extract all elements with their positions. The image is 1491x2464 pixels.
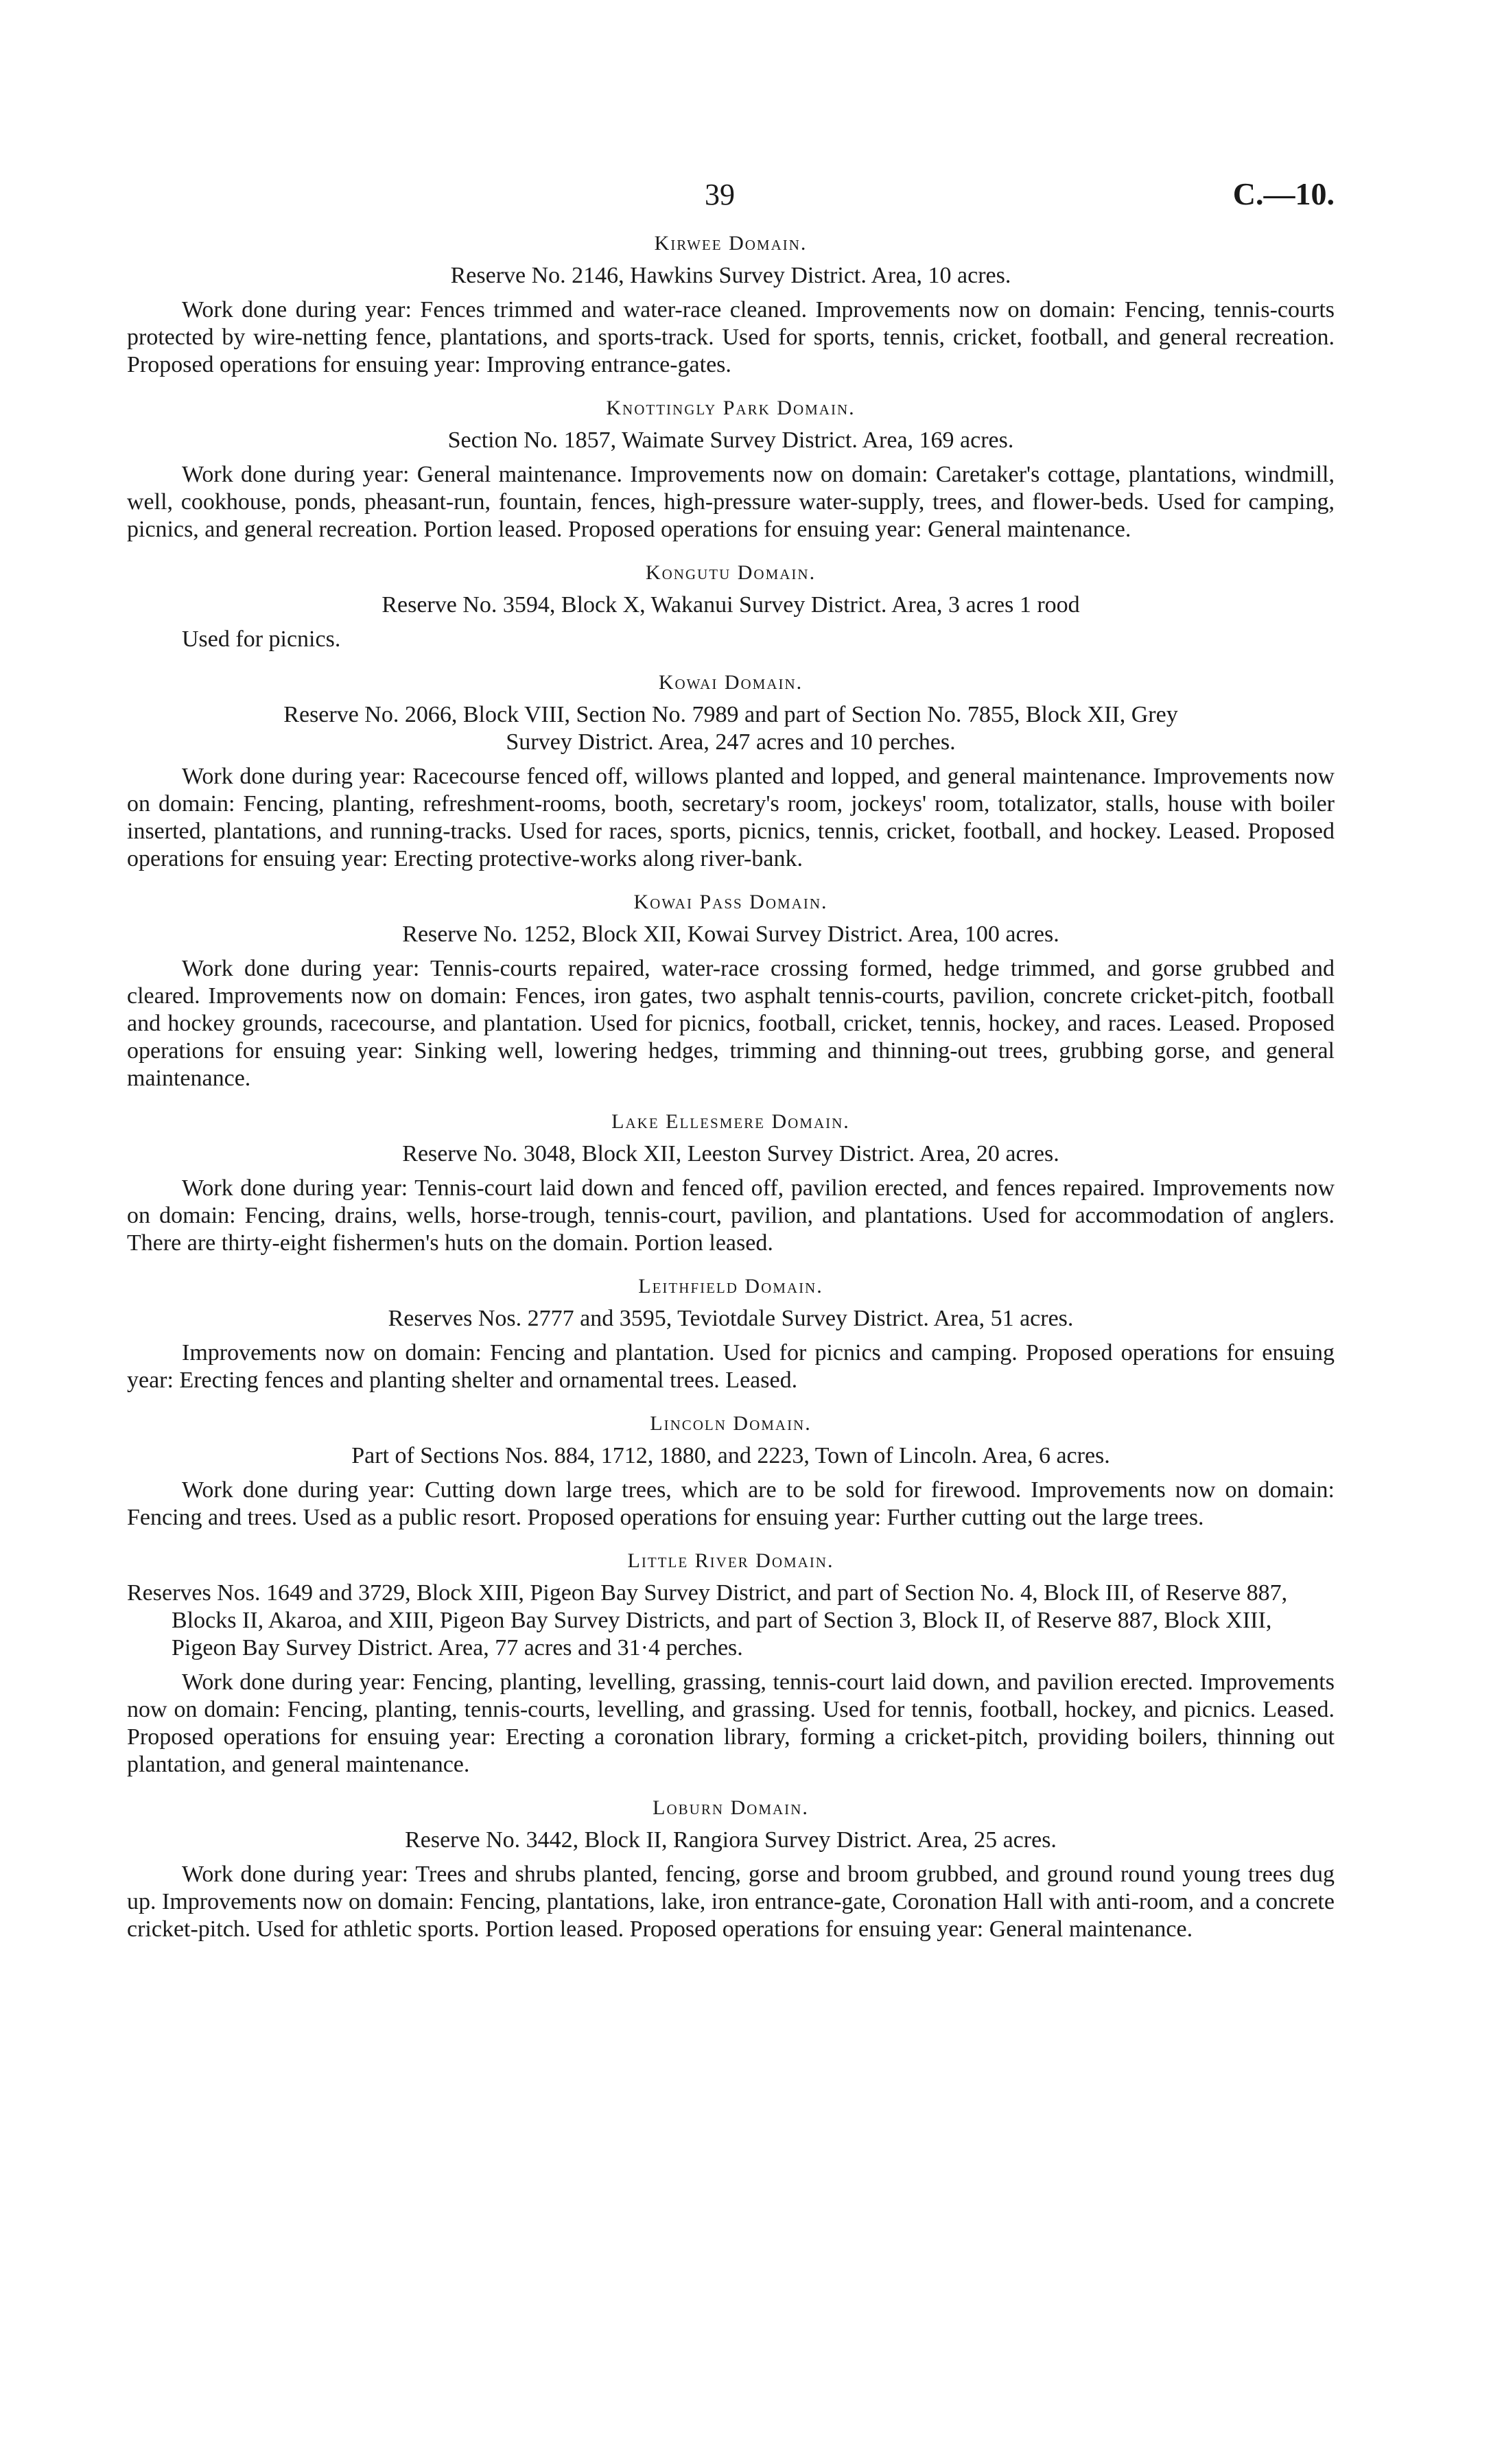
section-title: Kowai Domain. [658,671,803,694]
reserve-line: Reserve No. 3048, Block XII, Leeston Survey District. Area, 20 acres. [402,1141,1059,1166]
reserve-line: Reserve No. 1252, Block XII, Kowai Survey District. Area, 100 acres. [402,922,1059,947]
section-kirwee [127,232,1335,379]
section-body: Work done during year: Tennis-courts repaired, water-race crossing formed, hedge trimmed, and gorse grubbed and cleared. Improvements now on domain: Fences, iron gates, two asphalt tennis-courts, pavilion, concrete cricket-pitch, football and hockey grounds, racecourse, and plantation. Used for picnics, football, cricket, tennis, hockey, and races. Leased. Proposed operations for ensuing year: Sinking well, lowering hedges, trimming and thinning-out trees, grubbing gorse, and general maintenance. [127,956,1335,1091]
page-header [127,165,1335,220]
section-leithfield [127,1275,1335,1394]
section-kowai [127,671,1335,873]
reserve-line: Section No. 1857, Waimate Survey District. Area, 169 acres. [447,427,1014,453]
section-body: Improvements now on domain: Fencing and plantation. Used for picnics and camping. Proposed operations for ensuing year: Erecting fences and planting shelter and ornamental trees. Leased. [127,1340,1335,1393]
reserve-line: Reserve No. 3442, Block II, Rangiora Survey District. Area, 25 acres. [405,1827,1057,1853]
section-loburn [127,1796,1335,1943]
section-title: Leithfield Domain. [638,1275,823,1298]
section-lake-ellesmere [127,1110,1335,1257]
section-title: Knottingly Park Domain. [606,397,856,419]
section-body: Work done during year: Trees and shrubs planted, fencing, gorse and broom grubbed, and ground round young trees dug up. Improvements now on domain: Fencing, plantations, lake, iron entrance-gate, Coronation Hall with anti-room, and a concrete cricket-pitch. Used for athletic sports. Portion leased. Proposed operations for ensuing year: General maintenance. [127,1862,1335,1942]
section-title: Little River Domain. [627,1549,834,1572]
section-title: Kowai Pass Domain. [633,891,828,913]
section-title: Kirwee Domain. [654,232,808,255]
section-body: Work done during year: Racecourse fenced off, willows planted and lopped, and general maintenance. Improvements now on domain: Fencing, planting, refreshment-rooms, booth, secretary's room, jockeys' room, totalizator, stalls, house with boiler inserted, plantations, and running-tracks. Used for races, sports, picnics, tennis, cricket, football, and hockey. Leased. Proposed operations for ensuing year: Erecting protective-works along river-bank. [127,764,1335,871]
section-title: Loburn Domain. [653,1796,809,1819]
reserve-line: Reserve No. 2146, Hawkins Survey District. Area, 10 acres. [450,263,1011,288]
reserve-line: Reserve No. 3594, Block X, Wakanui Survey District. Area, 3 acres 1 rood [381,592,1080,618]
section-body: Used for picnics. [182,626,341,652]
section-kowai-pass [127,891,1335,1092]
section-body: Work done during year: Fencing, planting, levelling, grassing, tennis-court laid down, and pavilion erected. Improvements now on domain: Fencing, planting, tennis-courts, levelling, and grassing. Used for tennis, football, hockey, and picnics. Leased. Proposed operations for ensuing year: Erecting a coronation library, forming a cricket-pitch, providing boilers, thinning out plantation, and general maintenance. [127,1669,1335,1777]
section-body: Work done during year: Tennis-court laid down and fenced off, pavilion erected, and fences repaired. Improvements now on domain: Fencing, drains, wells, horse-trough, tennis-court, pavilion, and plantations. Used for accommodation of anglers. There are thirty-eight fishermen's huts on the domain. Portion leased. [127,1175,1335,1256]
document-page [127,165,1335,1961]
report-reference: C.—10. [1232,176,1335,211]
section-body: Work done during year: General maintenance. Improvements now on domain: Caretaker's cottage, plantations, windmill, well, cookhouse, ponds, pheasant-run, fountain, fences, high-pressure water-supply, trees, and flower-beds. Used for camping, picnics, and general recreation. Portion leased. Proposed operations for ensuing year: General maintenance. [127,462,1335,542]
section-title: Lincoln Domain. [650,1412,812,1435]
section-knottingly-park [127,397,1335,543]
page-number: 39 [705,178,735,211]
section-body: Work done during year: Fences trimmed and water-race cleaned. Improvements now on domain: Fencing, tennis-courts protected by wire-netting fence, plantations, and sports-track. Used for sports, tennis, cricket, football, and general recreation. Proposed operations for ensuing year: Improving entrance-gates. [127,297,1335,377]
reserve-line-continued: Survey District. Area, 247 acres and 10 perches. [506,729,956,755]
section-little-river [127,1549,1335,1779]
reserve-line: Reserves Nos. 2777 and 3595, Teviotdale Survey District. Area, 51 acres. [388,1306,1074,1331]
section-title: Lake Ellesmere Domain. [611,1110,850,1133]
section-lincoln [127,1412,1335,1532]
reserve-line: Reserves Nos. 1649 and 3729, Block XIII, Pigeon Bay Survey District, and part of Section No. 4, Block III, of Reserve 887, Blocks II, Akaroa, and XIII, Pigeon Bay Survey Districts, and part of Section 3, Block II, of Reserve 887, Block XIII, Pigeon Bay Survey District. Area, 77 acres and 31·4 perches. [127,1580,1288,1661]
section-kongutu [127,561,1335,653]
section-body: Work done during year: Cutting down large trees, which are to be sold for firewood. Improvements now on domain: Fencing and trees. Used as a public resort. Proposed operations for ensuing year: Further cutting out the large trees. [127,1477,1335,1530]
section-title: Kongutu Domain. [645,561,817,584]
reserve-line: Part of Sections Nos. 884, 1712, 1880, and 2223, Town of Lincoln. Area, 6 acres. [351,1443,1110,1468]
reserve-line: Reserve No. 2066, Block VIII, Section No. 7989 and part of Section No. 7855, Block XII, Grey [283,702,1178,727]
